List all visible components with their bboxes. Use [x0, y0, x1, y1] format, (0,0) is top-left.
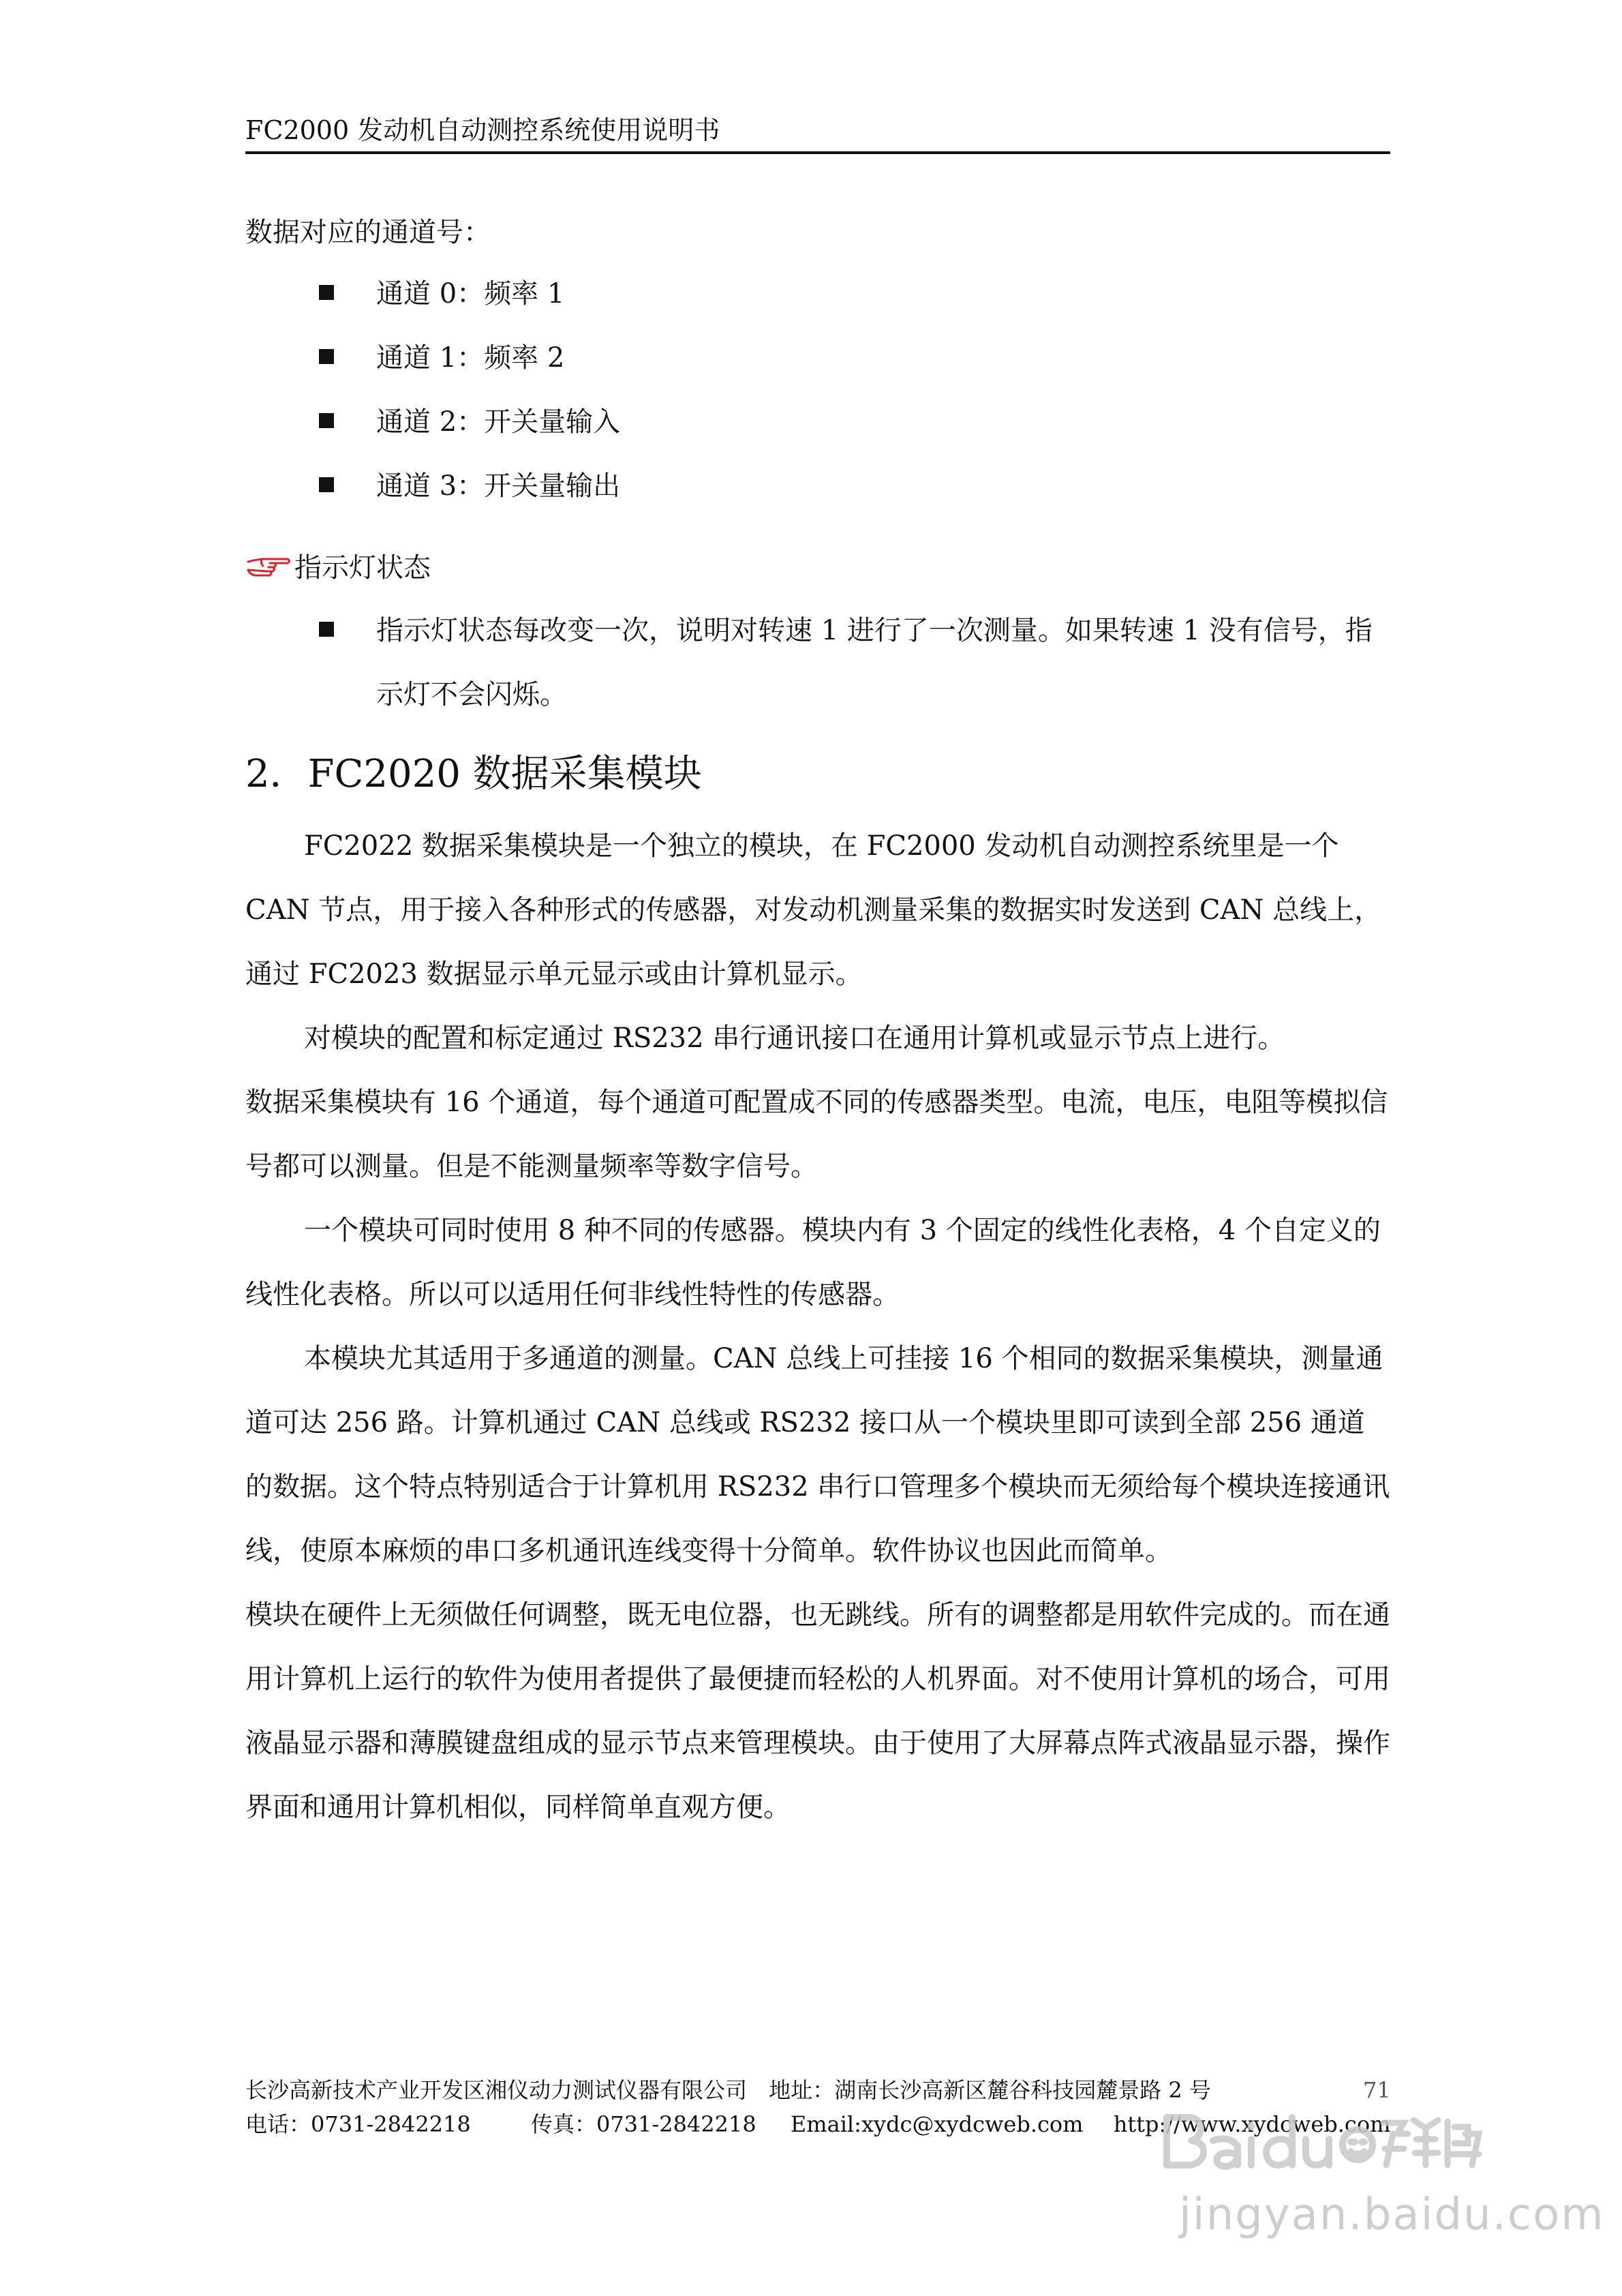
bullet-text: 通道 0：频率 1: [376, 278, 565, 309]
indicator-subheading: [245, 536, 431, 600]
footer-website: http://www.xydcweb.com: [1113, 2111, 1391, 2137]
section-paragraph-3: 数据采集模块有 16 个通道，每个通道可配置成不同的传感器类型。电流，电压，电阻等模拟信号都可以测量。但是不能测量频率等数字信号。: [245, 1087, 1388, 1182]
section-paragraph-6: 模块在硬件上无须做任何调整，既无电位器，也无跳线。所有的调整都是用软件完成的。而在通用计算机上运行的软件为使用者提供了最便捷而轻松的人机界面。对不使用计算机的场合，可用液晶显示器和薄膜键盘组成的显示节点来管理模块。由于使用了大屏幕点阵式液晶显示器，操作界面和通用计算机相似，同样简单直观方便。: [245, 1599, 1390, 1823]
bullet-text: 通道 1：频率 2: [376, 342, 565, 374]
pointing-hand-icon: [245, 552, 292, 579]
footer-address: 地址：湖南长沙高新区麓谷科技园麓景路 2 号: [769, 2077, 1211, 2103]
document-header-title: FC2000 发动机自动测控系统使用说明书: [245, 115, 720, 145]
baidu-jingyan-watermark-logo: [1159, 2086, 1605, 2250]
section-title: 2．FC2020 数据采集模块: [245, 752, 702, 796]
header-divider: [245, 151, 1390, 154]
bullet-text: 通道 3：开关量输出: [376, 470, 621, 502]
square-bullet-icon: [319, 349, 334, 364]
watermark-url-text: jingyan.baidu.com: [1179, 2190, 1605, 2240]
footer-fax: 传真：0731-2842218: [530, 2111, 756, 2137]
square-bullet-icon: [319, 285, 334, 300]
footer-email: Email:xydc@xydcweb.com: [790, 2111, 1084, 2137]
section-paragraph-1: FC2022 数据采集模块是一个独立的模块，在 FC2000 发动机自动测控系统里是一个 CAN 节点，用于接入各种形式的传感器，对发动机测量采集的数据实时发送到 CAN 总线上，通过 FC2023 数据显示单元显示或由计算机显示。: [245, 830, 1382, 990]
page-number: 71: [1363, 2077, 1391, 2103]
footer-company: 长沙高新技术产业开发区湘仪动力测试仪器有限公司: [245, 2077, 748, 2103]
bullet-text: 指示灯状态每改变一次，说明对转速 1 进行了一次测量。如果转速 1 没有信号，指示灯不会闪烁。: [376, 615, 1373, 710]
footer-phone: 电话：0731-2842218: [245, 2111, 471, 2137]
channels-intro: 数据对应的通道号：: [245, 217, 491, 248]
bullet-text: 通道 2：开关量输入: [376, 406, 621, 438]
section-paragraph-5: 本模块尤其适用于多通道的测量。CAN 总线上可挂接 16 个相同的数据采集模块，测量通道可达 256 路。计算机通过 CAN 总线或 RS232 接口从一个模块里即可读到全部 256 通道的数据。这个特点特别适合于计算机用 RS232 串行口管理多个模块而无须给每个模块连接通讯线，使原本麻烦的串口多机通讯连线变得十分简单。软件协议也因此而简单。: [245, 1343, 1390, 1567]
section-paragraph-2: 对模块的配置和标定通过 RS232 串行通讯接口在通用计算机或显示节点上进行。: [304, 1023, 1285, 1054]
section-paragraph-4: 一个模块可同时使用 8 种不同的传感器。模块内有 3 个固定的线性化表格，4 个自定义的线性化表格。所以可以适用任何非线性特性的传感器。: [245, 1215, 1381, 1310]
square-bullet-icon: [319, 477, 334, 492]
square-bullet-icon: [319, 622, 334, 637]
indicator-heading-text: 指示灯状态: [294, 552, 431, 584]
square-bullet-icon: [319, 413, 334, 428]
